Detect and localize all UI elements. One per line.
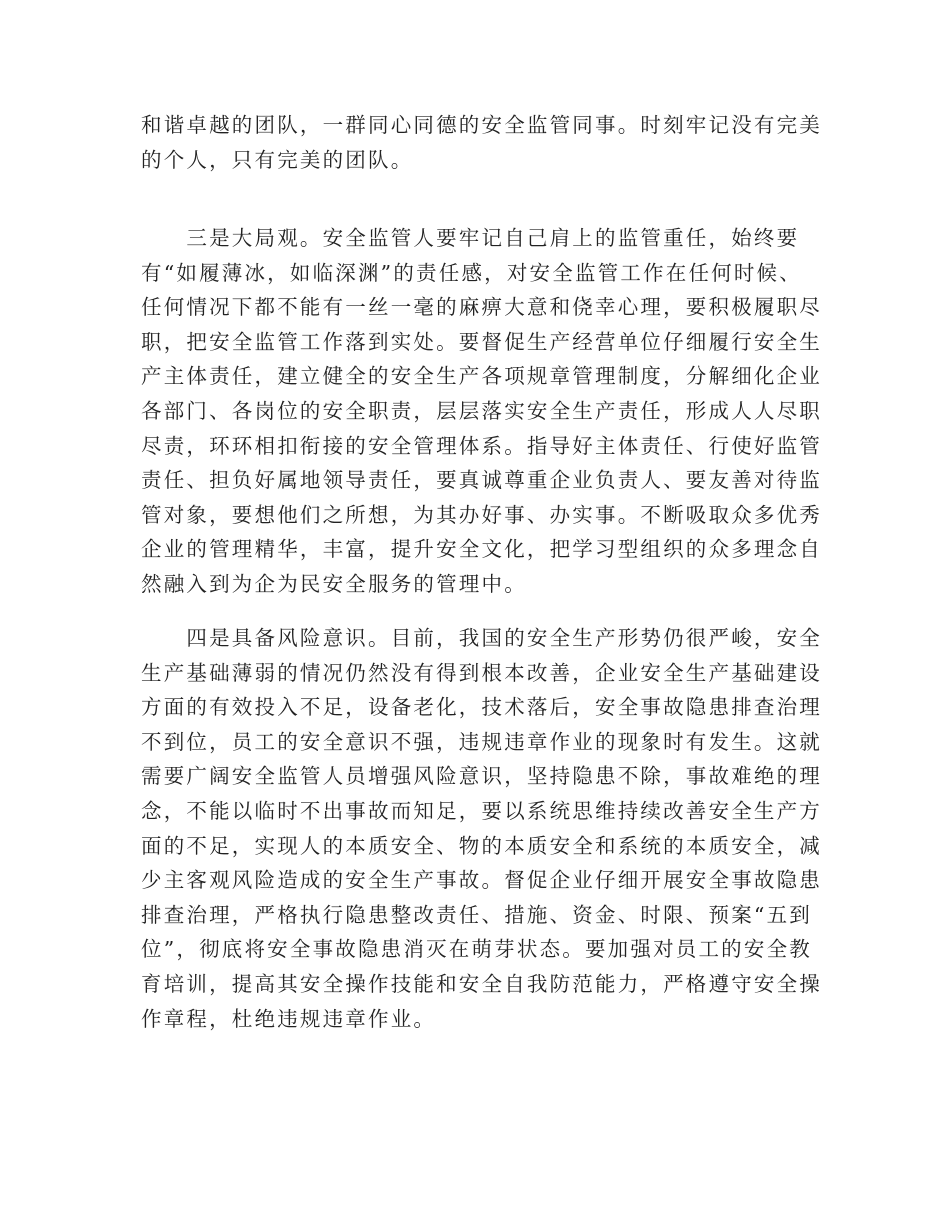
text-line: 念，不能以临时不出事故而知足，要以系统思维持续改善安全生产方	[141, 798, 822, 823]
text-line: 四是具备风险意识。目前，我国的安全生产形势仍很严峻，安全	[141, 626, 822, 650]
text-line: 排查治理，严格执行隐患整改责任、措施、资金、时限、预案“五到	[141, 902, 812, 927]
text-line: 面的不足，实现人的本质安全、物的本质安全和系统的本质安全，减	[141, 833, 822, 858]
paragraph-risk-awareness	[141, 621, 822, 1036]
text-line: 任何情况下都不能有一丝一毫的麻痹大意和侥幸心理，要积极履职尽	[141, 295, 822, 320]
text-line: 产主体责任，建立健全的安全生产各项规章管理制度，分解细化企业	[141, 364, 822, 389]
paragraph-team	[141, 108, 822, 177]
text-line: 然融入到为企为民安全服务的管理中。	[141, 571, 527, 596]
text-line: 职，把安全监管工作落到实处。要督促生产经营单位仔细履行安全生	[141, 329, 822, 354]
text-line: 需要广阔安全监管人员增强风险意识，坚持隐患不除，事故难绝的理	[141, 764, 822, 789]
text-line: 位”，彻底将安全事故隐患消灭在萌芽状态。要加强对员工的安全教	[141, 937, 812, 962]
text-line: 三是大局观。安全监管人要牢记自己肩上的监管重任，始终要	[141, 226, 800, 250]
text-line: 方面的有效投入不足，设备老化，技术落后，安全事故隐患排查治理	[141, 695, 822, 720]
text-line: 各部门、各岗位的安全职责，层层落实安全生产责任，形成人人尽职	[141, 398, 822, 423]
text-line: 不到位，员工的安全意识不强，违规违章作业的现象时有发生。这就	[141, 729, 822, 754]
text-line: 责任、担负好属地领导责任，要真诚尊重企业负责人、要友善对待监	[141, 468, 822, 493]
text-line: 生产基础薄弱的情况仍然没有得到根本改善，企业安全生产基础建设	[141, 660, 822, 685]
text-line: 管对象，要想他们之所想，为其办好事、办实事。不断吸取众多优秀	[141, 502, 822, 527]
text-line: 企业的管理精华，丰富，提升安全文化，把学习型组织的众多理念自	[141, 537, 822, 562]
text-line: 作章程，杜绝违规违章作业。	[141, 1006, 437, 1031]
text-line: 育培训，提高其安全操作技能和安全自我防范能力，严格遵守安全操	[141, 971, 822, 996]
text-line: 和谐卓越的团队，一群同心同德的安全监管同事。时刻牢记没有完美	[141, 113, 822, 137]
paragraph-overall-view	[141, 221, 822, 602]
text-line: 的个人，只有完美的团队。	[141, 147, 414, 172]
text-line: 少主客观风险造成的安全生产事故。督促企业仔细开展安全事故隐患	[141, 868, 822, 893]
text-line: 有“如履薄冰，如临深渊”的责任感，对安全监管工作在任何时候、	[141, 260, 802, 285]
text-line: 尽责，环环相扣衔接的安全管理体系。指导好主体责任、行使好监管	[141, 433, 822, 458]
